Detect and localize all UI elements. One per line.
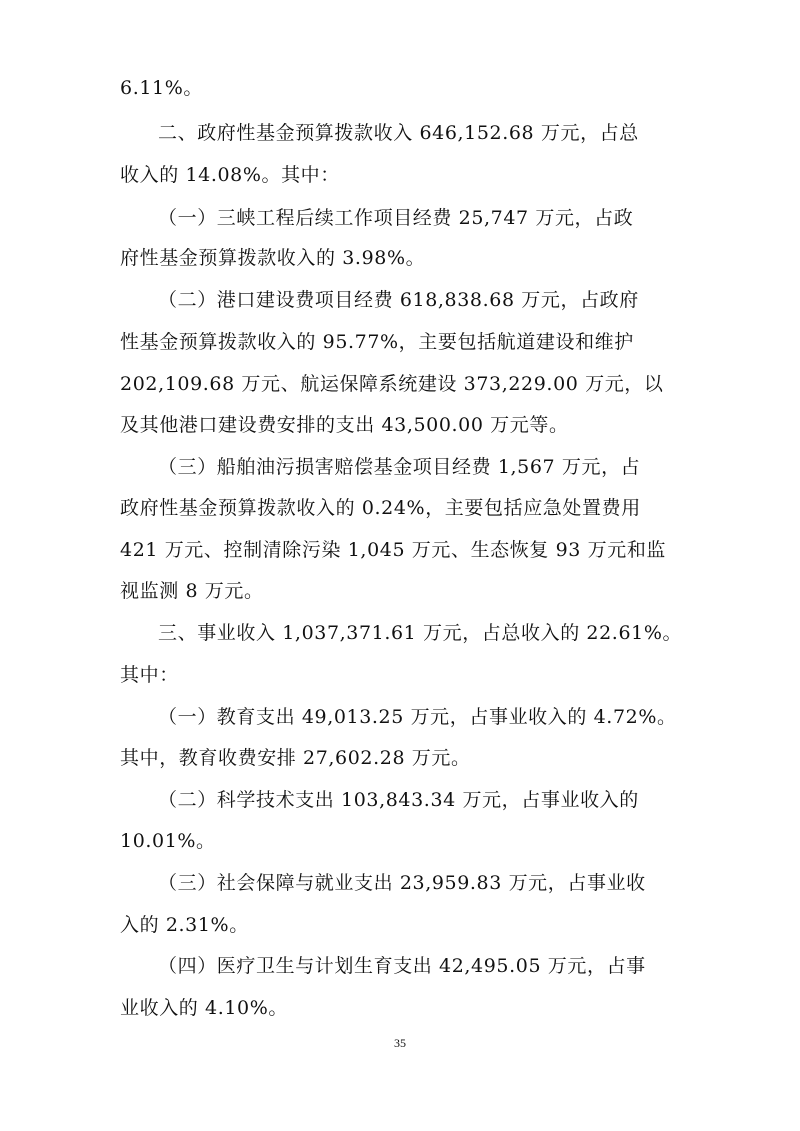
- text-line: 入的 2.31%。: [120, 914, 249, 936]
- text-line: 业收入的 4.10%。: [120, 997, 288, 1019]
- text-line: （一）三峡工程后续工作项目经费 25,747 万元，占政: [158, 207, 634, 229]
- text-line: 政府性基金预算拨款收入的 0.24%，主要包括应急处置费用: [120, 497, 641, 519]
- text-line: 性基金预算拨款收入的 95.77%，主要包括航道建设和维护: [120, 331, 634, 353]
- text-line: （三）船舶油污损害赔偿基金项目经费 1,567 万元，占: [158, 456, 641, 478]
- text-line: （四）医疗卫生与计划生育支出 42,495.05 万元，占事: [158, 955, 646, 977]
- text-line: 其中，教育收费安排 27,602.28 万元。: [120, 747, 471, 769]
- text-line: 及其他港口建设费安排的支出 43,500.00 万元等。: [120, 414, 569, 436]
- text-line: 收入的 14.08%。其中：: [120, 164, 340, 186]
- text-line: 421 万元、控制清除污染 1,045 万元、生态恢复 93 万元和监: [120, 539, 667, 561]
- text-line: （一）教育支出 49,013.25 万元，占事业收入的 4.72%。: [158, 706, 677, 728]
- text-line: （二）港口建设费项目经费 618,838.68 万元，占政府: [158, 289, 639, 311]
- text-line: 10.01%。: [120, 830, 216, 852]
- text-line: （二）科学技术支出 103,843.34 万元，占事业收入的: [158, 789, 639, 811]
- text-line: 三、事业收入 1,037,371.61 万元，占总收入的 22.61%。: [158, 622, 683, 644]
- text-line: 视监测 8 万元。: [120, 580, 264, 602]
- text-line: 二、政府性基金预算拨款收入 646,152.68 万元，占总: [158, 122, 639, 144]
- text-line: 202,109.68 万元、航运保障系统建设 373,229.00 万元，以: [120, 373, 664, 395]
- text-line: 其中：: [120, 664, 179, 686]
- text-line: 6.11%。: [120, 77, 203, 99]
- text-line: 府性基金预算拨款收入的 3.98%。: [120, 247, 426, 269]
- text-line: （三）社会保障与就业支出 23,959.83 万元，占事业收: [158, 872, 646, 894]
- page-number: 35: [394, 1036, 406, 1050]
